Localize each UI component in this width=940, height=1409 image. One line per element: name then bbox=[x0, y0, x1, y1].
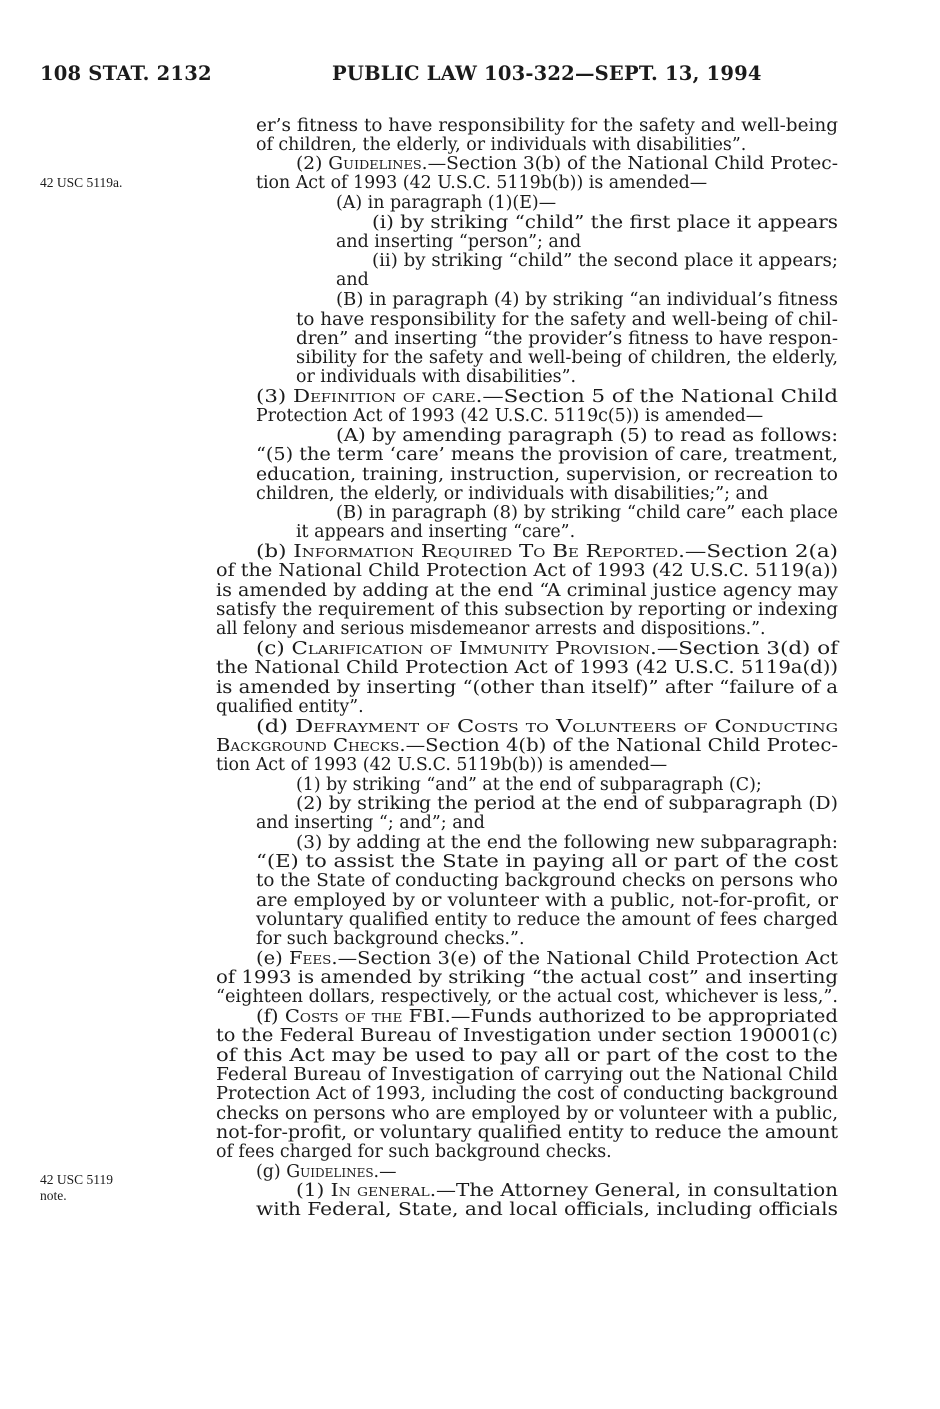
text-line bbox=[296, 368, 576, 387]
text-run: with Federal, State, and local officials, including officials bbox=[256, 1200, 838, 1220]
text-run: (3) bbox=[256, 387, 293, 407]
text-run: are employed by or volunteer with a public, not-for-profit, or bbox=[256, 891, 838, 911]
text-line bbox=[256, 718, 838, 737]
text-run: (A) in paragraph (1)(E)— bbox=[336, 193, 557, 213]
text-line bbox=[256, 407, 763, 426]
text-run: is amended by adding at the end “A criminal justice agency may bbox=[216, 581, 838, 601]
text-run: — bbox=[379, 1162, 397, 1182]
text-run: not-for-profit, or voluntary qualified entity to reduce the amount bbox=[216, 1123, 838, 1143]
text-line bbox=[216, 988, 838, 1007]
text-line bbox=[256, 1008, 838, 1027]
text-run: (b) bbox=[256, 542, 294, 562]
text-run: (3) by adding at the end the following new subparagraph: bbox=[296, 833, 838, 853]
text-line bbox=[216, 1066, 838, 1085]
margin-note-usc-5119: 42 USC 5119 bbox=[40, 1172, 114, 1187]
text-run: to the State of conducting background checks on persons who bbox=[256, 871, 838, 891]
text-run: (B) in paragraph (8) by striking “child care” each place bbox=[336, 503, 838, 523]
text-line bbox=[216, 562, 838, 581]
text-line bbox=[336, 233, 581, 252]
text-run: of this Act may be used to pay all or part of the cost to the bbox=[216, 1046, 838, 1066]
text-run: tion Act of 1993 (42 U.S.C. 5119b(b)) is amended— bbox=[256, 173, 708, 193]
text-run: of fees charged for such background checks. bbox=[216, 1142, 612, 1162]
text-run: and inserting “person”; and bbox=[336, 232, 582, 252]
text-line bbox=[256, 950, 838, 969]
text-line bbox=[216, 1085, 838, 1104]
text-line bbox=[336, 194, 556, 213]
text-line bbox=[372, 214, 838, 233]
text-line bbox=[256, 930, 524, 949]
text-line bbox=[216, 969, 838, 988]
margin-note-usc-5119a: 42 USC 5119a. bbox=[40, 175, 123, 190]
text-line bbox=[336, 291, 838, 310]
text-run: tion Act of 1993 (42 U.S.C. 5119b(b)) is amended— bbox=[216, 755, 668, 775]
text-line bbox=[336, 427, 838, 446]
text-line bbox=[296, 1182, 838, 1201]
section-heading: Costs of the FBI. bbox=[284, 1007, 451, 1027]
text-line bbox=[216, 737, 838, 756]
text-run: (g) bbox=[256, 1162, 287, 1182]
section-heading: Defrayment of Costs to Volunteers of Conducting bbox=[295, 717, 839, 737]
text-line bbox=[296, 776, 762, 795]
text-run: children, the elderly, or individuals with disabilities;”; and bbox=[256, 484, 769, 504]
text-run: er’s fitness to have responsibility for the safety and well-being bbox=[256, 116, 838, 136]
text-line bbox=[216, 1047, 838, 1066]
text-line bbox=[296, 795, 838, 814]
text-line bbox=[336, 504, 838, 523]
text-run: —Section 5 of the National Child bbox=[482, 387, 838, 407]
text-line bbox=[256, 466, 838, 485]
text-run: —Funds authorized to be appropriated bbox=[450, 1007, 838, 1027]
text-line bbox=[216, 601, 838, 620]
text-run: the National Child Protection Act of 1993 (42 U.S.C. 5119a(d)) bbox=[216, 658, 838, 678]
text-line bbox=[216, 756, 667, 775]
text-line bbox=[296, 155, 838, 174]
text-run: (2) by striking the period at the end of subparagraph (D) bbox=[296, 794, 838, 814]
text-run: of the National Child Protection Act of 1993 (42 U.S.C. 5119(a)) bbox=[216, 561, 838, 581]
text-run: —Section 3(b) of the National Child Protec- bbox=[427, 154, 838, 174]
text-run: for such background checks.”. bbox=[256, 929, 525, 949]
text-line bbox=[296, 834, 838, 853]
section-heading: Information Required To Be Reported. bbox=[293, 542, 685, 562]
text-run: —Section 2(a) bbox=[684, 542, 838, 562]
text-run: “eighteen dollars, respectively, or the actual cost, whichever is less,”. bbox=[216, 987, 839, 1007]
page-stat-citation: 108 STAT. 2132 bbox=[40, 62, 212, 85]
text-run: it appears and inserting “care”. bbox=[296, 522, 576, 542]
text-line bbox=[296, 311, 838, 330]
text-line bbox=[256, 1163, 396, 1182]
text-line bbox=[216, 620, 766, 639]
text-line bbox=[216, 659, 838, 678]
text-run: checks on persons who are employed by or volunteer with a public, bbox=[216, 1104, 838, 1124]
text-line bbox=[296, 330, 838, 349]
text-run: or individuals with disabilities”. bbox=[296, 367, 577, 387]
text-line bbox=[256, 136, 746, 155]
text-line bbox=[216, 698, 364, 717]
text-line bbox=[216, 1027, 838, 1046]
margin-note-note: note. bbox=[40, 1188, 67, 1203]
text-run: Federal Bureau of Investigation of carrying out the National Child bbox=[216, 1065, 838, 1085]
text-run: qualified entity”. bbox=[216, 697, 364, 717]
text-line bbox=[256, 892, 838, 911]
text-line bbox=[216, 582, 838, 601]
text-line bbox=[256, 174, 707, 193]
text-run: of children, the elderly, or individuals with disabilities”. bbox=[256, 135, 747, 155]
section-heading: Background Checks. bbox=[216, 736, 406, 756]
text-line bbox=[256, 814, 485, 833]
text-run: (i) by striking “child” the first place it appears bbox=[372, 213, 838, 233]
text-line bbox=[372, 252, 838, 271]
text-line bbox=[256, 1201, 838, 1220]
section-heading: Guidelines. bbox=[328, 154, 428, 174]
text-run: to have responsibility for the safety and well-being of chil- bbox=[296, 310, 838, 330]
text-line bbox=[256, 911, 838, 930]
text-run: Protection Act of 1993, including the cost of conducting background bbox=[216, 1084, 838, 1104]
text-line bbox=[216, 679, 838, 698]
text-line bbox=[216, 1124, 838, 1143]
section-heading: In general. bbox=[330, 1181, 437, 1201]
text-run: “(5) the term ‘care’ means the provision of care, treatment, bbox=[256, 445, 838, 465]
text-line bbox=[256, 872, 838, 891]
text-line bbox=[256, 446, 838, 465]
text-run: satisfy the requirement of this subsection by reporting or indexing bbox=[216, 600, 838, 620]
text-run: voluntary qualified entity to reduce the amount of fees charged bbox=[256, 910, 838, 930]
text-run: and bbox=[336, 270, 369, 290]
text-run: is amended by inserting “(other than itself)” after “failure of a bbox=[216, 678, 838, 698]
text-run: “(E) to assist the State in paying all or part of the cost bbox=[256, 852, 838, 872]
text-run: and inserting “; and”; and bbox=[256, 813, 485, 833]
text-line bbox=[256, 485, 768, 504]
text-run: (2) bbox=[296, 154, 329, 174]
text-run: sibility for the safety and well-being of children, the elderly, bbox=[296, 348, 838, 368]
text-run: of 1993 is amended by striking “the actual cost” and inserting bbox=[216, 968, 838, 988]
text-line bbox=[256, 117, 838, 136]
text-run: (1) bbox=[296, 1181, 331, 1201]
text-run: (e) bbox=[256, 949, 289, 969]
text-run: (ii) by striking “child” the second place it appears; bbox=[372, 251, 838, 271]
text-line bbox=[256, 388, 838, 407]
text-run: —The Attorney General, in consultation bbox=[436, 1181, 838, 1201]
running-header-title: PUBLIC LAW 103-322—SEPT. 13, 1994 bbox=[332, 62, 762, 85]
text-run: (1) by striking “and” at the end of subparagraph (C); bbox=[296, 775, 762, 795]
text-line bbox=[256, 853, 838, 872]
text-run: —Section 3(e) of the National Child Protection Act bbox=[337, 949, 838, 969]
text-line bbox=[256, 640, 838, 659]
text-run: (A) by amending paragraph (5) to read as follows: bbox=[336, 426, 838, 446]
text-run: dren” and inserting “the provider’s fitness to have respon- bbox=[296, 329, 838, 349]
section-heading: Guidelines. bbox=[286, 1162, 380, 1182]
text-line bbox=[216, 1105, 838, 1124]
text-run: (B) in paragraph (4) by striking “an individual’s fitness bbox=[336, 290, 838, 310]
text-run: (d) bbox=[256, 717, 296, 737]
text-line bbox=[336, 271, 369, 290]
text-line bbox=[216, 1143, 612, 1162]
text-line bbox=[296, 523, 575, 542]
text-run: (f) bbox=[256, 1007, 285, 1027]
text-run: to the Federal Bureau of Investigation under section 190001(c) bbox=[216, 1026, 838, 1046]
text-run: Protection Act of 1993 (42 U.S.C. 5119c(5)) is amended— bbox=[256, 406, 764, 426]
text-run: education, training, instruction, supervision, or recreation to bbox=[256, 465, 838, 485]
text-run: (c) bbox=[256, 639, 292, 659]
section-heading: Clarification of Immunity Provision. bbox=[291, 639, 657, 659]
text-line bbox=[256, 543, 838, 562]
text-line bbox=[296, 349, 838, 368]
text-run: —Section 3(d) of bbox=[656, 639, 838, 659]
section-heading: Definition of care. bbox=[292, 387, 483, 407]
text-run: —Section 4(b) of the National Child Protec- bbox=[405, 736, 838, 756]
section-heading: Fees. bbox=[288, 949, 338, 969]
text-run: all felony and serious misdemeanor arrests and dispositions.”. bbox=[216, 619, 766, 639]
